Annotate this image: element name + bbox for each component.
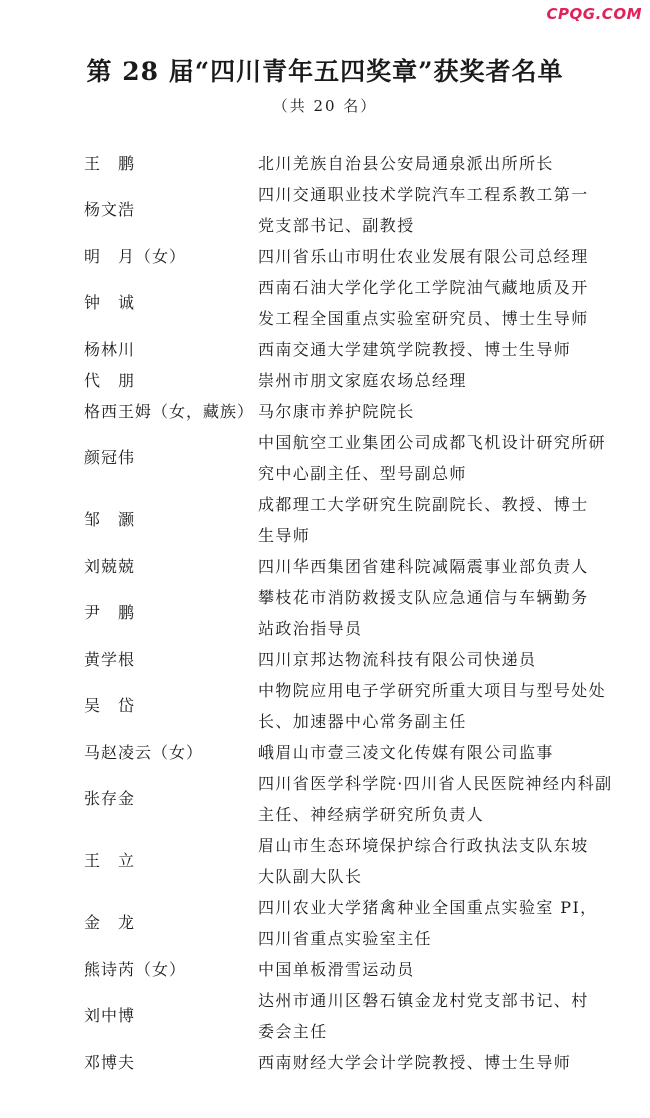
awardee-position	[258, 272, 603, 334]
awardee-name: 吴 岱	[84, 696, 136, 715]
awardee-row	[0, 985, 650, 1047]
awardee-position-line: 四川省乐山市明仕农业发展有限公司总经理	[258, 247, 589, 266]
awardee-position	[258, 830, 603, 892]
awardee-row	[0, 241, 650, 272]
awardee-row	[0, 272, 650, 334]
awardee-name: 邹 灏	[84, 510, 136, 529]
awardee-row	[0, 179, 650, 241]
awardee-position-line: 主任、神经病学研究所负责人	[258, 805, 485, 824]
awardee-position	[258, 954, 603, 985]
awardee-position-line: 马尔康市养护院院长	[258, 402, 415, 421]
awardee-name: 王 鹏	[84, 154, 136, 173]
awardee-position	[258, 768, 613, 830]
awardee-position	[258, 1047, 603, 1078]
awardee-position	[258, 489, 603, 551]
awardee-position	[258, 241, 603, 272]
awardee-row	[0, 768, 650, 830]
awardee-list	[0, 148, 650, 1078]
awardee-row	[0, 489, 650, 551]
awardee-name: 明 月（女）	[84, 247, 187, 266]
awardee-row	[0, 365, 650, 396]
awardee-position-line: 西南交通大学建筑学院教授、博士生导师	[258, 340, 572, 359]
awardee-position-line: 成都理工大学研究生院副院长、教授、博士	[258, 495, 589, 514]
awardee-name: 马赵凌云（女）	[84, 743, 204, 762]
awardee-position-line: 生导师	[258, 526, 311, 545]
awardee-position	[258, 644, 603, 675]
awardee-position	[258, 334, 603, 365]
awardee-position-line: 长、加速器中心常务副主任	[258, 712, 467, 731]
awardee-position-line: 北川羌族自治县公安局通泉派出所所长	[258, 154, 554, 173]
awardee-position-line: 四川交通职业技术学院汽车工程系教工第一	[258, 185, 589, 204]
awardee-position	[258, 179, 603, 241]
page-title: 第 28 届“四川青年五四奖章”获奖者名单	[86, 57, 564, 86]
awardee-name: 钟 诚	[84, 293, 136, 312]
awardee-name: 颜冠伟	[84, 448, 136, 467]
awardee-position	[258, 582, 603, 644]
awardee-position-line: 眉山市生态环境保护综合行政执法支队东坡	[258, 836, 589, 855]
awardee-row	[0, 675, 650, 737]
awardee-position	[258, 892, 603, 954]
awardee-position	[258, 985, 603, 1047]
awardee-name: 邓博夫	[84, 1053, 136, 1072]
awardee-position-line: 党支部书记、副教授	[258, 216, 415, 235]
awardee-position-line: 中国航空工业集团公司成都飞机设计研究所研	[258, 433, 607, 452]
awardee-position-line: 西南财经大学会计学院教授、博士生导师	[258, 1053, 572, 1072]
awardee-name: 黄学根	[84, 650, 136, 669]
awardee-position-line: 中物院应用电子学研究所重大项目与型号处处	[258, 681, 607, 700]
awardee-position	[258, 737, 603, 768]
awardee-row	[0, 830, 650, 892]
awardee-position-line: 四川农业大学猪禽种业全国重点实验室 PI，	[258, 898, 598, 917]
awardee-row	[0, 427, 650, 489]
awardee-row	[0, 737, 650, 768]
awardee-name: 格西王姆（女，藏族）	[84, 402, 255, 421]
awardee-position-line: 大队副大队长	[258, 867, 363, 886]
awardee-position-line: 达州市通川区磐石镇金龙村党支部书记、村	[258, 991, 589, 1010]
awardee-position-line: 中国单板滑雪运动员	[258, 960, 415, 979]
awardee-row	[0, 334, 650, 365]
awardee-position	[258, 396, 603, 427]
awardee-name: 金 龙	[84, 913, 136, 932]
awardee-name: 代 朋	[84, 371, 136, 390]
awardee-position-line: 四川省医学科学院·四川省人民医院神经内科副	[258, 774, 613, 793]
awardee-position-line: 四川华西集团省建科院减隔震事业部负责人	[258, 557, 589, 576]
awardee-name: 刘兢兢	[84, 557, 136, 576]
awardee-position	[258, 675, 607, 737]
awardee-position-line: 崇州市朋文家庭农场总经理	[258, 371, 467, 390]
page-subtitle: （共 20 名）	[272, 97, 378, 115]
awardee-position-line: 四川省重点实验室主任	[258, 929, 433, 948]
awardee-name: 熊诗芮（女）	[84, 960, 187, 979]
awardee-position-line: 究中心副主任、型号副总师	[258, 464, 467, 483]
awardee-position	[258, 365, 603, 396]
awardee-name: 杨文浩	[84, 200, 136, 219]
awardee-row	[0, 892, 650, 954]
awardee-name: 尹 鹏	[84, 603, 136, 622]
awardee-row	[0, 954, 650, 985]
awardee-position	[258, 551, 603, 582]
awardee-row	[0, 1047, 650, 1078]
awardee-position-line: 发工程全国重点实验室研究员、博士生导师	[258, 309, 589, 328]
awardee-position-line: 西南石油大学化学化工学院油气藏地质及开	[258, 278, 589, 297]
awardee-position-line: 峨眉山市壹三凌文化传媒有限公司监事	[258, 743, 554, 762]
awardee-position	[258, 148, 603, 179]
awardee-row	[0, 644, 650, 675]
awardee-name: 杨林川	[84, 340, 136, 359]
awardee-row	[0, 148, 650, 179]
awardee-position-line: 站政治指导员	[258, 619, 363, 638]
awardee-position-line: 委会主任	[258, 1022, 328, 1041]
awardee-position-line: 四川京邦达物流科技有限公司快递员	[258, 650, 537, 669]
awardee-name: 王 立	[84, 851, 136, 870]
watermark-logo: CPQG.COM	[546, 5, 642, 23]
awardee-row	[0, 551, 650, 582]
awardee-position-line: 攀枝花市消防救援支队应急通信与车辆勤务	[258, 588, 589, 607]
awardee-row	[0, 396, 650, 427]
awardee-name: 刘中博	[84, 1006, 136, 1025]
awardee-name: 张存金	[84, 789, 136, 808]
awardee-position	[258, 427, 607, 489]
awardee-row	[0, 582, 650, 644]
